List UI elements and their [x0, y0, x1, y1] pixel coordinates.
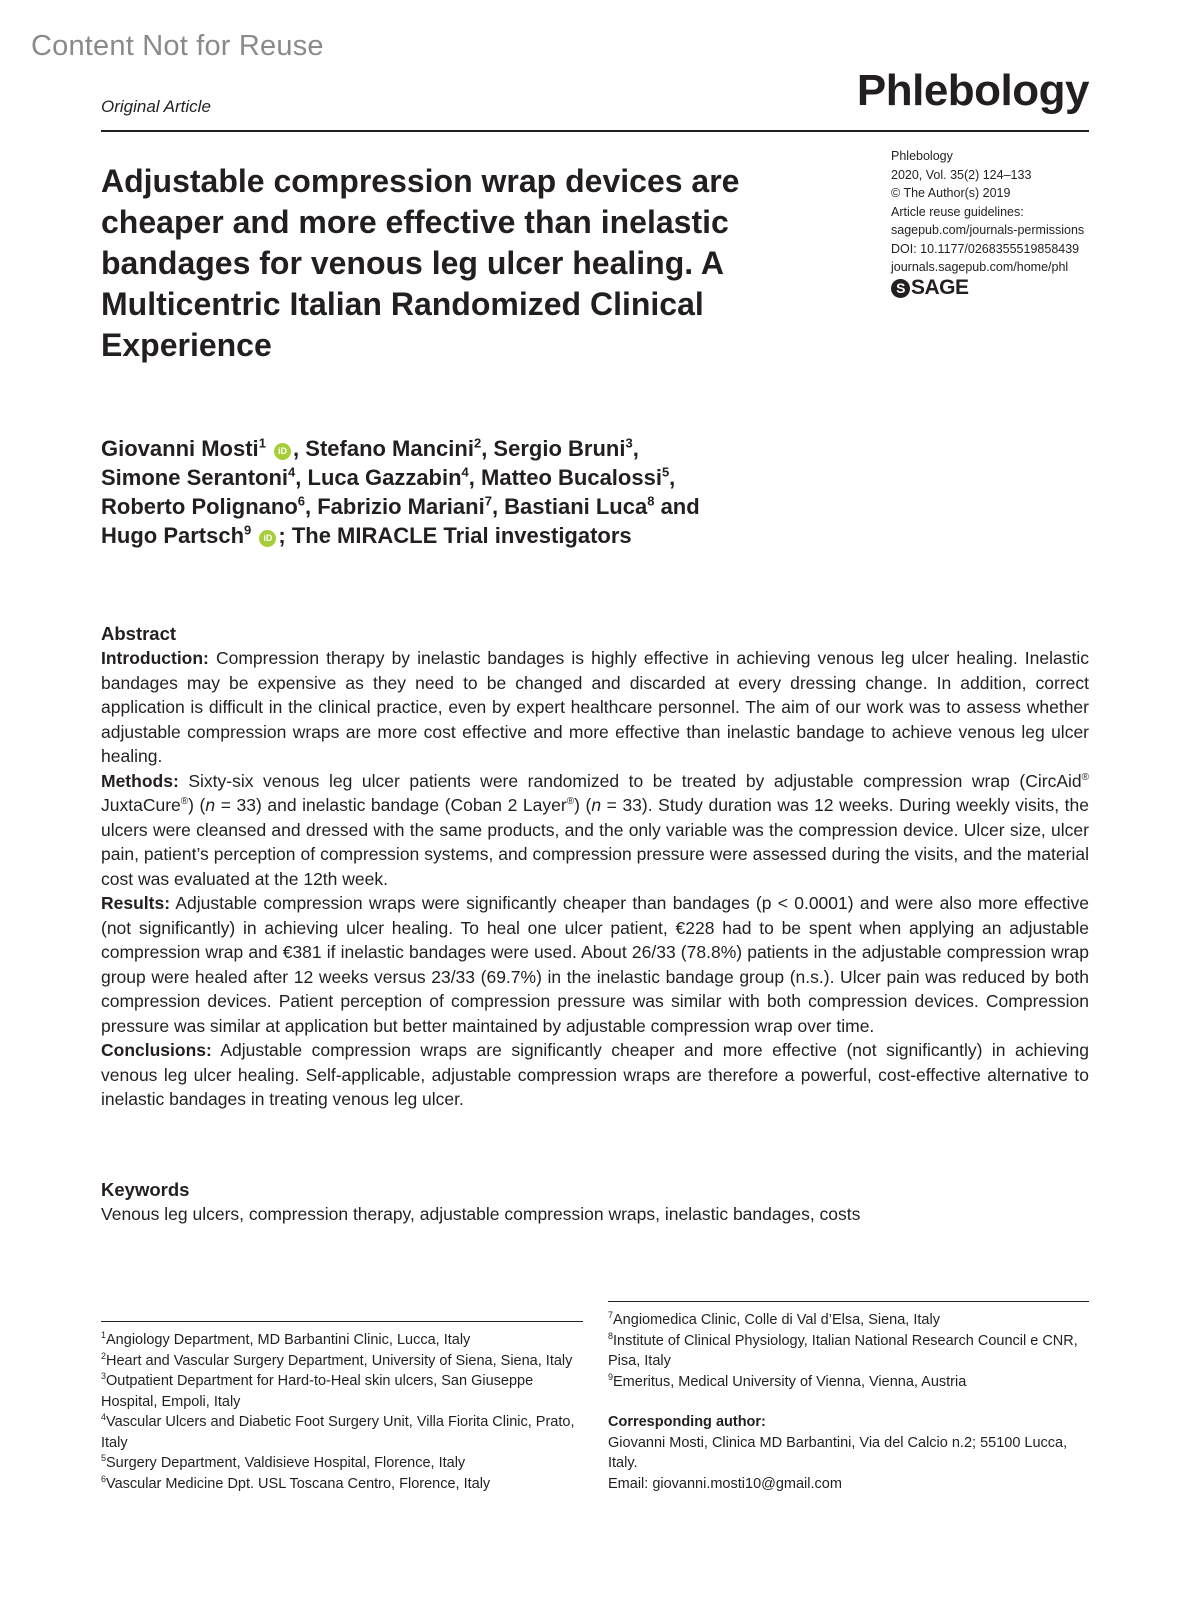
- affiliation-ref: 9: [244, 522, 252, 538]
- affiliation-number: 2: [101, 1350, 107, 1361]
- article-type: Original Article: [101, 97, 211, 116]
- author-line: [101, 521, 821, 550]
- introduction-text: Compression therapy by inelastic bandages is highly effective in achieving venous leg ulcer healing. Inelastic bandages may be expensive as they need to be changed and discarded at every dressing change. In addition, correct application is difficult in the clinical practice, even by expert healthcare personnel. The aim of our work was to assess whether adjustable compression wraps are more cost effective and more effective than inelastic bandage to achieve venous leg ulcer healing.: [101, 648, 1089, 766]
- affiliation-number: 1: [101, 1330, 107, 1341]
- affiliations-left: [101, 1330, 583, 1494]
- keywords: [101, 1178, 1089, 1226]
- affiliation-text: Angiomedica Clinic, Colle di Val d’Elsa, Siena, Italy: [613, 1312, 940, 1328]
- corresponding-author-email[interactable]: Email: giovanni.mosti10@gmail.com: [608, 1475, 842, 1492]
- meta-journal: Phlebology: [891, 149, 953, 163]
- methods-text: ) (: [574, 795, 592, 815]
- registered-mark: ®: [180, 796, 189, 808]
- meta-reuse-label: Article reuse guidelines:: [891, 204, 1024, 219]
- affiliation-text: Vascular Medicine Dpt. USL Toscana Centro, Florence, Italy: [106, 1475, 491, 1492]
- affiliation: [101, 1474, 583, 1495]
- results-text: Adjustable compression wraps were significantly cheaper than bandages (p < 0.0001) and were also more effective (not significantly) in achieving ulcer healing. To heal one ulcer patient, €228 had to be spent when applying an adjustable compression wrap and €381 if inelastic bandages were used. About 26/33 (78.8%) patients in the adjustable compression wrap group were healed after 12 weeks versus 23/33 (69.7%) in the inelastic bandage group (n.s.). Ulcer pain was reduced by both compression devices. Patient perception of compression pressure was similar with both compression devices. Compression pressure was similar at application but better maintained by adjustable compression wrap over time.: [101, 893, 1089, 1036]
- registered-mark: ®: [1081, 771, 1089, 783]
- corresponding-author-label: Corresponding author:: [608, 1414, 766, 1430]
- affiliation: [101, 1453, 583, 1474]
- affiliation-number: 8: [608, 1330, 614, 1341]
- journal-name: Phlebology: [856, 66, 1089, 115]
- results-label: Results:: [101, 893, 171, 913]
- affiliation-number: 5: [101, 1453, 107, 1464]
- abstract-heading: Abstract: [101, 623, 177, 644]
- author-name: , Matteo Bucalossi: [468, 465, 662, 490]
- methods-text: = 33) and inelastic bandage (Coban 2 Layer: [215, 795, 567, 815]
- abstract: [101, 622, 1089, 1112]
- n-symbol: n: [591, 795, 602, 815]
- author-line: [101, 492, 821, 521]
- affiliation: [101, 1371, 583, 1412]
- affiliation-text: Vascular Ulcers and Diabetic Foot Surgery Unit, Villa Fiorita Clinic, Prato, Italy: [101, 1414, 575, 1451]
- keywords-heading: Keywords: [101, 1179, 190, 1200]
- conclusions-text: Adjustable compression wraps are significantly cheaper and more effective (not significantly) in achieving venous leg ulcer healing. Self-applicable, adjustable compression wraps are therefore a powerful, cost-effective alternative to inelastic bandages in treating venous leg ulcer.: [101, 1040, 1089, 1109]
- affiliation-ref: 4: [461, 464, 469, 480]
- footnote-rule-right: [608, 1301, 1089, 1302]
- affiliation-text: Emeritus, Medical University of Vienna, Vienna, Austria: [613, 1373, 967, 1390]
- affiliation-text: Heart and Vascular Surgery Department, University of Siena, Siena, Italy: [106, 1352, 573, 1369]
- author-line: Simone Serantoni$^4$, Luca Gazzabin$^4$, Matteo Bucalossi$^5$,: [101, 464, 676, 490]
- affiliations-right: [608, 1310, 1089, 1494]
- methods-text: JuxtaCure: [101, 795, 181, 815]
- abstract-conclusions: [101, 1038, 1089, 1112]
- introduction-label: Introduction:: [101, 648, 209, 668]
- affiliation-ref: 6: [297, 493, 305, 509]
- affiliation-ref: 7: [484, 493, 492, 509]
- affiliation: [608, 1372, 1089, 1393]
- author-name: Simone Serantoni: [101, 465, 289, 490]
- corresponding-author-address: Giovanni Mosti, Clinica MD Barbantini, Via del Calcio n.2; 55100 Lucca, Italy.: [608, 1434, 1068, 1471]
- affiliation-ref: 5: [661, 464, 670, 480]
- affiliation: [608, 1331, 1089, 1372]
- author-name: , Fabrizio Mariani: [305, 494, 485, 519]
- affiliation-ref: 8: [647, 493, 655, 509]
- author-name: , Bastiani Luca: [491, 494, 648, 519]
- affiliation-ref: 2: [473, 435, 482, 451]
- orcid-icon[interactable]: iD: [274, 443, 291, 460]
- author-name: Roberto Polignano: [101, 494, 298, 519]
- affiliation-number: 9: [608, 1371, 614, 1382]
- meta-doi[interactable]: DOI: 10.1177/0268355519858439: [891, 241, 1080, 256]
- affiliation-number: 4: [101, 1412, 107, 1423]
- sage-logo: [891, 275, 1111, 299]
- author-name: Hugo Partsch: [101, 523, 245, 548]
- keywords-text: Venous leg ulcers, compression therapy, adjustable compression wraps, inelastic bandages, costs: [101, 1204, 861, 1224]
- affiliation-ref: 1: [258, 435, 266, 451]
- sage-icon: S: [891, 279, 910, 298]
- author-name: , Stefano Mancini: [293, 436, 474, 461]
- orcid-icon[interactable]: iD: [259, 530, 276, 547]
- affiliation: [101, 1330, 583, 1351]
- affiliation-number: 6: [101, 1473, 107, 1484]
- affiliation: [101, 1412, 583, 1453]
- author-line: Giovanni Mosti$^1$ iD , Stefano Mancini$^2$, Sergio Bruni$^3$,: [101, 435, 639, 461]
- methods-text: ) (: [188, 795, 206, 815]
- methods-label: Methods:: [101, 770, 179, 791]
- meta-volume: 2020, Vol. 35(2) 124–133: [891, 167, 1032, 182]
- registered-mark: ®: [566, 796, 575, 808]
- affiliation-text: Surgery Department, Valdisieve Hospital, Florence, Italy: [106, 1455, 466, 1471]
- meta-journal-home[interactable]: journals.sagepub.com/home/phl: [891, 260, 1069, 274]
- abstract-methods: [101, 769, 1089, 892]
- abstract-introduction: [101, 646, 1089, 769]
- meta-reuse-link[interactable]: sagepub.com/journals-permissions: [891, 223, 1085, 237]
- affiliation-text: Angiology Department, MD Barbantini Clinic, Lucca, Italy: [106, 1332, 471, 1348]
- author-name: Giovanni Mosti: [101, 436, 259, 461]
- methods-text: Sixty-six venous leg ulcer patients were randomized to be treated by adjustable compression wrap (CircAid: [178, 770, 1082, 791]
- affiliation: [101, 1351, 583, 1372]
- affiliation-number: 3: [101, 1371, 107, 1382]
- affiliation-ref: 3: [625, 435, 633, 451]
- n-symbol: n: [205, 795, 216, 815]
- author-name: , Sergio Bruni: [481, 436, 626, 461]
- methods-text: = 33). Study duration was 12 weeks. During weekly visits, the ulcers were cleansed and dressed with the same products, and the only variable was the compression device. Ulcer size, ulcer pain, patient’s perception of compression systems, and compression pressure were assessed during the visits, and the material cost was evaluated at the 12th week.: [101, 795, 1089, 889]
- author-group: ; The MIRACLE Trial investigators: [278, 523, 632, 548]
- affiliation-ref: 4: [288, 464, 296, 480]
- abstract-results: [101, 891, 1089, 1038]
- footnote-rule-left: [101, 1321, 583, 1322]
- watermark: Content Not for Reuse: [31, 30, 324, 62]
- affiliation: [608, 1310, 1089, 1331]
- author-conjunction: and: [654, 494, 700, 519]
- article-title: Adjustable compression wrap devices are cheaper and more effective than inelastic bandages for venous leg ulcer healing. A Multicentric Italian Randomized Clinical Experience: [101, 163, 740, 363]
- affiliation-number: 7: [608, 1310, 614, 1321]
- author-list: [101, 434, 821, 550]
- publication-meta: [891, 147, 1111, 298]
- affiliation-text: Institute of Clinical Physiology, Italian National Research Council e CNR, Pisa, Italy: [608, 1332, 1078, 1369]
- affiliation-text: Outpatient Department for Hard-to-Heal skin ulcers, San Giuseppe Hospital, Empoli, Italy: [101, 1373, 534, 1410]
- conclusions-label: Conclusions:: [101, 1040, 212, 1060]
- sage-wordmark: SAGE: [911, 275, 969, 299]
- author-name: , Luca Gazzabin: [295, 465, 462, 490]
- meta-copyright: © The Author(s) 2019: [891, 186, 1011, 200]
- header-rule: [101, 130, 1089, 132]
